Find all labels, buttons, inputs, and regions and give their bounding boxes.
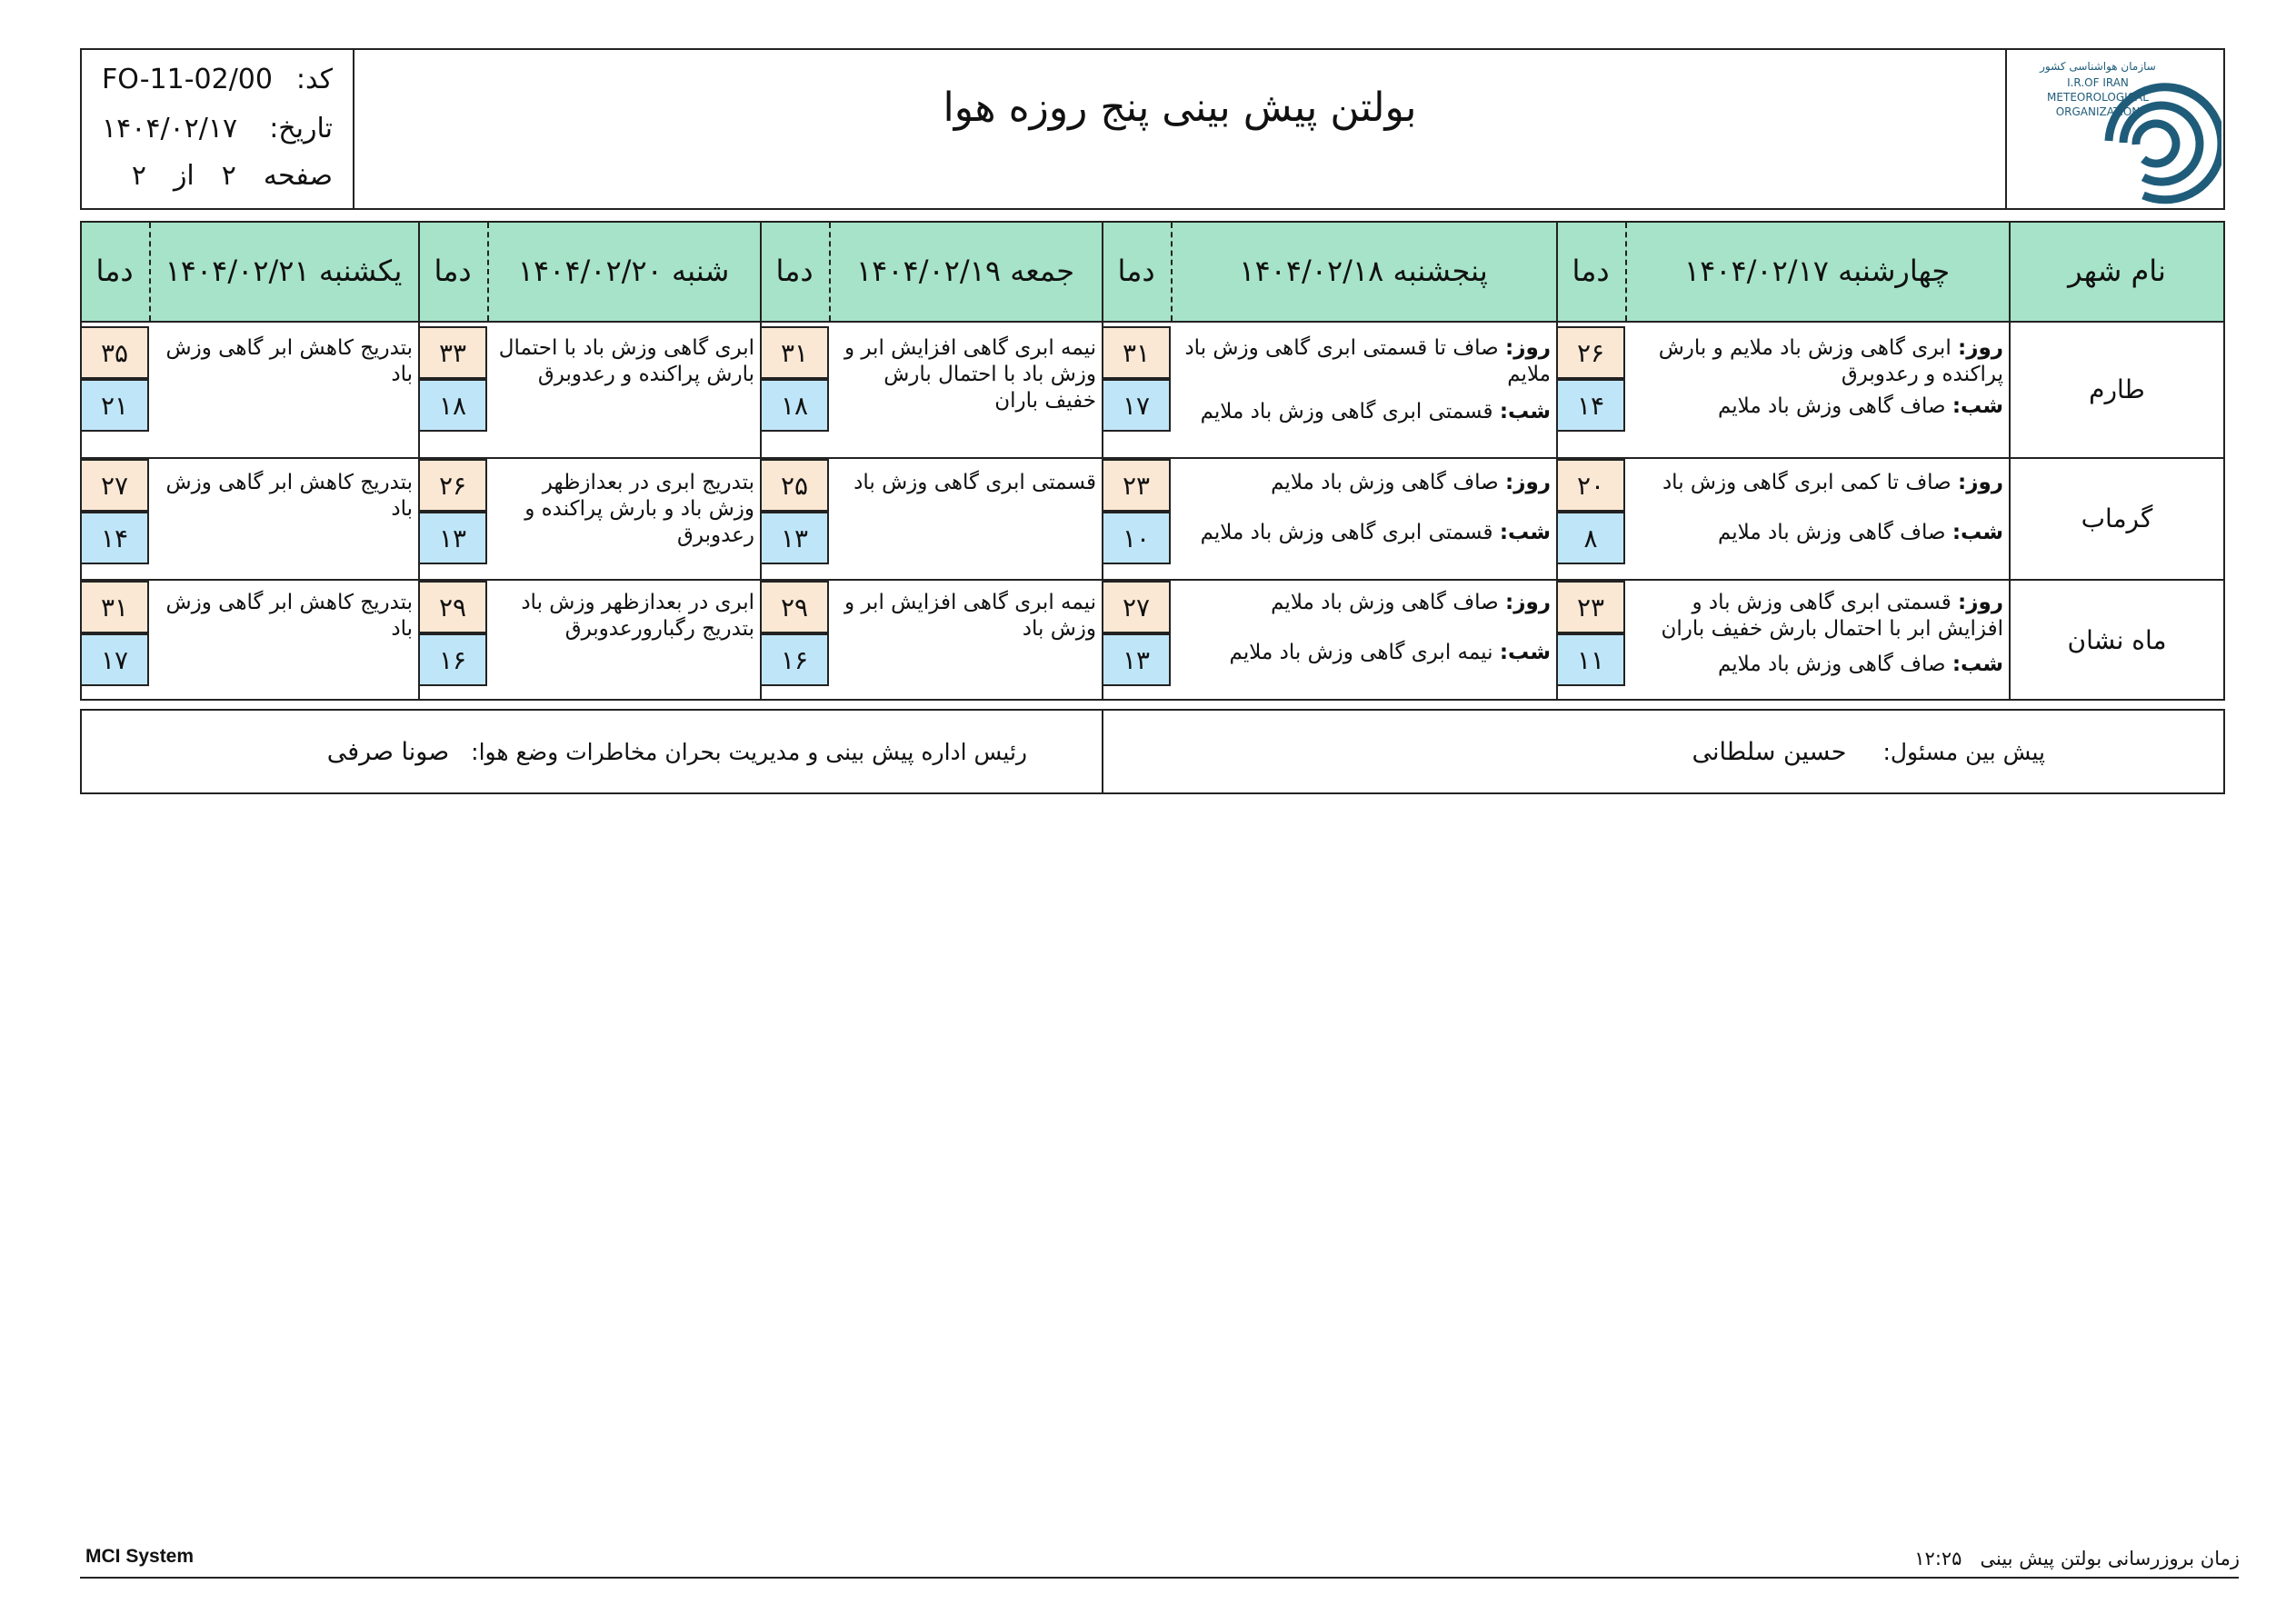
temp-min: ۱۴ — [80, 512, 149, 564]
day-label: روز: — [1505, 471, 1551, 494]
forecast-cell — [1625, 590, 2009, 678]
bulletin-header — [80, 48, 2225, 210]
night-forecast: قسمتی ابری گاهی وزش باد ملایم — [1200, 521, 1493, 544]
date-label: تاریخ: — [269, 112, 333, 144]
day-forecast: ابری گاهی وزش باد ملایم و بارش پراکنده و رعدوبرق — [1658, 336, 2003, 386]
day-header-3: جمعه ۱۴۰۴/۰۲/۱۹ — [855, 254, 1075, 288]
night-forecast: قسمتی ابری گاهی وزش باد ملایم — [1200, 400, 1493, 423]
forecast-cell: بتدریج ابری در بعدازظهر وزش باد و بارش پراکنده و رعدوبرق — [524, 471, 754, 547]
forecaster-signature — [1102, 711, 2223, 792]
page-current: ۲ — [221, 159, 236, 192]
page-label: صفحه — [263, 159, 333, 192]
temp-max: ۲۳ — [1102, 459, 1171, 512]
forecast-cell: نیمه ابری گاهی افزایش ابر و وزش باد با احتمال بارش خفیف باران — [844, 336, 1096, 413]
forecast-cell: قسمتی ابری گاهی وزش باد — [854, 471, 1096, 494]
meteorological-organization-logo — [2007, 50, 2221, 208]
forecast-cell: ابری گاهی وزش باد با احتمال بارش پراکنده و رعدوبرق — [498, 336, 754, 386]
row-divider — [80, 321, 2225, 323]
temp-max: ۲۶ — [418, 459, 487, 512]
forecast-cell — [1171, 590, 1556, 666]
temp-min: ۱۸ — [760, 379, 829, 432]
temp-min: ۱۳ — [1102, 633, 1171, 686]
night-forecast: صاف گاهی وزش باد ملایم — [1717, 653, 1946, 676]
update-label: زمان بروزرسانی بولتن پیش بینی — [1980, 1548, 2240, 1569]
forecast-cell: بتدریج کاهش ابر گاهی وزش باد — [165, 471, 413, 521]
night-label: شب: — [1952, 521, 2003, 544]
forecast-cell: ابری در بعدازظهر وزش باد بتدریج رگبارورعدوبرق — [521, 591, 754, 641]
day-label: روز: — [1505, 336, 1551, 360]
page-of: از — [173, 159, 195, 192]
signature-box — [80, 709, 2225, 794]
temp-max: ۲۷ — [1102, 581, 1171, 633]
header-dash — [149, 223, 151, 321]
day-label: روز: — [1958, 471, 2003, 494]
temp-max: ۲۵ — [760, 459, 829, 512]
header-dash — [1171, 223, 1173, 321]
forecaster-name: حسین سلطانی — [1692, 737, 1847, 766]
forecast-table — [80, 221, 2225, 701]
temp-min: ۱۳ — [418, 512, 487, 564]
head-signature — [82, 711, 1102, 792]
logo-cell — [2005, 50, 2223, 208]
night-label: شب: — [1499, 641, 1551, 664]
day-header-4: شنبه ۱۴۰۴/۰۲/۲۰ — [517, 254, 730, 288]
temp-max: ۲۰ — [1556, 459, 1625, 512]
temp-header-3: دما — [775, 254, 814, 288]
temp-max: ۲۳ — [1556, 581, 1625, 633]
city-name: ماه نشان — [2067, 624, 2167, 655]
temp-max: ۲۷ — [80, 459, 149, 512]
temp-min: ۱۶ — [760, 633, 829, 686]
forecast-cell — [1625, 470, 2009, 546]
day-header-5: یکشنبه ۱۴۰۴/۰۲/۲۱ — [165, 254, 403, 288]
day-forecast: صاف تا کمی ابری گاهی وزش باد — [1662, 471, 1952, 494]
temp-min: ۱۶ — [418, 633, 487, 686]
logo-text-en-1: I.R.OF IRAN — [2067, 76, 2129, 89]
head-label: رئیس اداره پیش بینی و مدیریت بحران مخاطرات وضع هوا: — [471, 738, 1027, 765]
night-forecast: صاف گاهی وزش باد ملایم — [1717, 521, 1946, 544]
night-label: شب: — [1499, 521, 1551, 544]
day-label: روز: — [1505, 591, 1551, 614]
temp-max: ۲۹ — [760, 581, 829, 633]
day-forecast: صاف گاهی وزش باد ملایم — [1271, 471, 1499, 494]
page-title: بولتن پیش بینی پنج روزه هوا — [943, 85, 1417, 131]
temp-max: ۳۱ — [80, 581, 149, 633]
temp-min: ۱۷ — [1102, 379, 1171, 432]
day-forecast: صاف گاهی وزش باد ملایم — [1271, 591, 1499, 614]
header-dash — [829, 223, 831, 321]
temp-min: ۱۸ — [418, 379, 487, 432]
city-name: طارم — [2089, 374, 2145, 404]
forecast-cell: بتدریج کاهش ابر گاهی وزش باد — [165, 336, 413, 386]
night-forecast: صاف گاهی وزش باد ملایم — [1717, 394, 1946, 418]
forecast-cell — [1171, 335, 1556, 425]
city-column-header: نام شهر — [2068, 254, 2166, 288]
forecast-cell — [1171, 470, 1556, 546]
city-name: گرماب — [2081, 503, 2153, 533]
temp-min: ۱۳ — [760, 512, 829, 564]
day-label: روز: — [1958, 336, 2003, 360]
page-total: ۲ — [131, 159, 146, 192]
day-forecast: صاف تا قسمتی ابری گاهی وزش باد ملایم — [1184, 336, 1551, 386]
temp-min: ۱۴ — [1556, 379, 1625, 432]
header-dash — [487, 223, 489, 321]
header-dash — [1625, 223, 1627, 321]
logo-text-en-2: METEOROLOGICAL — [2047, 91, 2149, 104]
temp-max: ۳۱ — [760, 326, 829, 379]
temp-header-4: دما — [434, 254, 472, 288]
night-label: شب: — [1952, 653, 2003, 676]
day-header-2: پنجشنبه ۱۴۰۴/۰۲/۱۸ — [1239, 254, 1488, 288]
temp-min: ۲۱ — [80, 379, 149, 432]
temp-header-1: دما — [1572, 254, 1610, 288]
forecaster-label: پیش بین مسئول: — [1882, 738, 2045, 765]
night-label: شب: — [1952, 394, 2003, 418]
temp-min: ۱۰ — [1102, 512, 1171, 564]
date-row — [102, 108, 333, 148]
system-name: MCI System — [85, 1546, 195, 1567]
day-header-1: چهارشنبه ۱۴۰۴/۰۲/۱۷ — [1683, 254, 1951, 288]
night-forecast: نیمه ابری گاهی وزش باد ملایم — [1229, 641, 1493, 664]
temp-max: ۳۱ — [1102, 326, 1171, 379]
temp-max: ۳۵ — [80, 326, 149, 379]
temp-header-5: دما — [95, 254, 134, 288]
temp-min: ۸ — [1556, 512, 1625, 564]
forecast-cell: نیمه ابری گاهی افزایش ابر و وزش باد — [844, 591, 1096, 641]
logo-text-fa: سازمان هواشناسی کشور — [2040, 60, 2156, 73]
head-name: صونا صرفی — [326, 737, 450, 766]
footer-rule — [80, 1577, 2239, 1579]
night-label: شب: — [1499, 400, 1551, 423]
page-row — [102, 155, 333, 195]
day-forecast: قسمتی ابری گاهی وزش باد و افزایش ابر با احتمال بارش خفیف باران — [1661, 591, 2003, 641]
temp-min: ۱۱ — [1556, 633, 1625, 686]
code-row — [102, 59, 333, 99]
date-value: ۱۴۰۴/۰۲/۱۷ — [102, 112, 238, 144]
forecast-cell — [1625, 335, 2009, 420]
forecast-cell: بتدریج کاهش ابر گاهی وزش باد — [165, 591, 413, 641]
update-time — [1914, 1548, 2240, 1569]
temp-max: ۲۶ — [1556, 326, 1625, 379]
logo-text-en-3: ORGANIZATION — [2055, 105, 2141, 118]
document-meta — [82, 50, 354, 208]
temp-max: ۳۳ — [418, 326, 487, 379]
temp-max: ۲۹ — [418, 581, 487, 633]
temp-header-2: دما — [1117, 254, 1155, 288]
code-label: کد: — [295, 63, 333, 95]
temp-min: ۱۷ — [80, 633, 149, 686]
day-label: روز: — [1958, 591, 2003, 614]
code-value: FO-11-02/00 — [102, 63, 273, 95]
update-value: ۱۲:۲۵ — [1914, 1548, 1962, 1569]
